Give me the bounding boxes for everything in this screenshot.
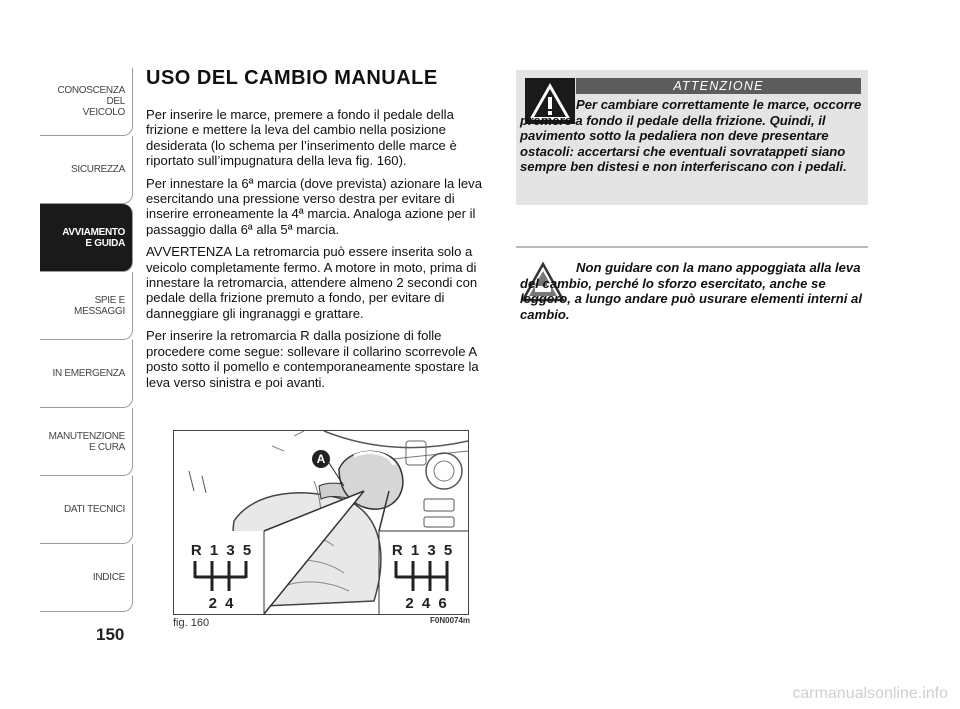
- tab-label: SPIE E MESSAGGI: [74, 294, 125, 317]
- paragraph: AVVERTENZA La retromarcia può essere inserita solo a veicolo completamente fermo. A motore in moto, prima di innestare la retromarcia, attendere almeno 2 secondi con pedale della frizione premuto a fondo, per evitare di danneggiare gli ingranaggi e grattare.: [146, 244, 478, 321]
- shift-pattern-right-bottom: 2 4 6: [405, 595, 449, 612]
- tab-label: CONOSCENZA DEL VEICOLO: [57, 85, 125, 118]
- note-text: Non guidare con la mano appoggiata alla leva del cambio, perché lo sforzo esercitato, anche se leggero, a lungo andare può usurare elementi interni al cambio.: [520, 260, 862, 322]
- warning-box: [516, 70, 868, 205]
- callout-a: A: [316, 452, 326, 466]
- tab-indice[interactable]: [40, 544, 133, 612]
- tab-avviamento-e-guida[interactable]: [40, 204, 133, 272]
- tab-sicurezza[interactable]: [40, 136, 133, 204]
- section-title: USO DEL CAMBIO MANUALE: [146, 67, 438, 89]
- page-number: 150: [96, 625, 125, 644]
- tab-label: DATI TECNICI: [63, 504, 125, 515]
- tab-label: AVVIAMENTO E GUIDA: [62, 226, 125, 249]
- shift-pattern-right-top: R 1 3 5: [391, 542, 455, 559]
- tab-label: SICUREZZA: [71, 164, 125, 175]
- tab-manutenzione-e-cura[interactable]: [40, 408, 133, 476]
- tab-in-emergenza[interactable]: [40, 340, 133, 408]
- paragraph: Per inserire le marce, premere a fondo il pedale della frizione e mettere la leva del cambio nella posizione desiderata (lo schema per l’inserimento delle marce è riportato sull’impugnatura della leva fig. 160).: [146, 107, 457, 169]
- watermark: carmanualsonline.info: [792, 685, 948, 702]
- note-box: [516, 246, 868, 328]
- figure-label: fig. 160: [173, 617, 210, 629]
- warning-header: ATTENZIONE: [576, 78, 861, 94]
- tab-spie-e-messaggi[interactable]: [40, 272, 133, 340]
- tab-dati-tecnici[interactable]: [40, 476, 133, 544]
- tab-label: MANUTENZIONE E CURA: [48, 430, 125, 453]
- shift-pattern-left-top: R 1 3 5: [190, 542, 254, 559]
- warning-text: Per cambiare correttamente le marce, occorre premere a fondo il pedale della frizione. Quindi, il pavimento sotto la pedaliera non deve presentare ostacoli: accertarsi che eventuali sovratappeti siano sempre ben distesi e non interferiscano con i pedali.: [520, 97, 862, 174]
- figure-code: F0N0074m: [430, 616, 471, 625]
- chapter-sidebar: [40, 68, 133, 612]
- body-text: [146, 107, 491, 397]
- gear-lever-illustration: [173, 430, 469, 615]
- paragraph: Per innestare la 6ª marcia (dove prevista) azionare la leva esercitando una pressione verso destra per evitare di inserire erroneamente la 4ª marcia. Analoga azione per il passaggio dalla 6ª alla 5ª marcia.: [146, 175, 482, 237]
- tab-conoscenza-del-veicolo[interactable]: [40, 68, 133, 136]
- tab-label: IN EMERGENZA: [52, 368, 125, 379]
- paragraph: Per inserire la retromarcia R dalla posizione di folle procedere come segue: sollevare il collarino scorrevole A posto sotto il pomello e contemporaneamente spostare la leva verso sinistra e poi avanti.: [146, 328, 479, 390]
- tab-label: INDICE: [92, 572, 125, 583]
- shift-pattern-left-bottom: 2 4: [208, 595, 236, 612]
